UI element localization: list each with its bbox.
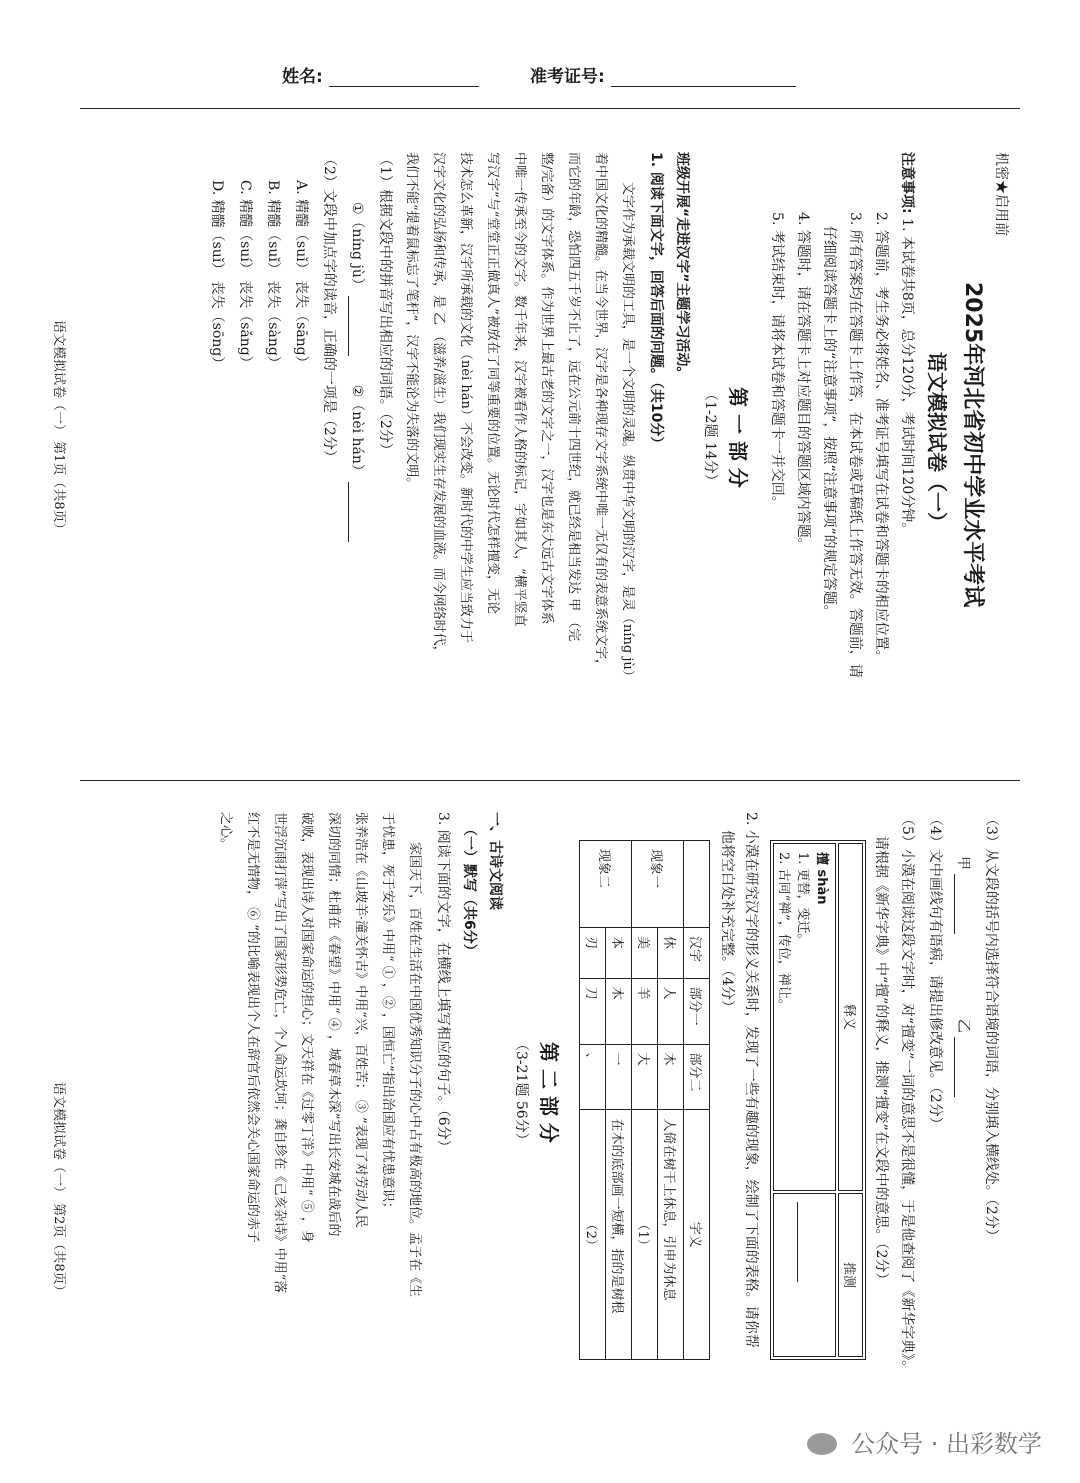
section-1a: （一）默写（共6分）: [461, 822, 477, 958]
name-blank[interactable]: [329, 66, 479, 87]
cell-r4-c4[interactable]: （2）: [580, 1110, 606, 1360]
th-part1: 部分一: [684, 978, 710, 1044]
question-1-1: （1）根据文段中的拼音写出相应的词语。（2分）: [377, 152, 393, 457]
question-1-3: （3）从文段的括号内选择符合语境的词语，分别填入横线处。（2分）: [983, 812, 999, 1243]
q3-line-3: 张养浩在《山坡羊·潼关怀古》中用“兴，百姓苦； ③ ”表现了对劳动人民: [353, 812, 368, 1228]
th-meaning: 字义: [684, 1110, 710, 1360]
note-2: 2. 答题前，考生务必将姓名、准考证号填写在试卷和答题卡的相应位置。: [873, 212, 889, 664]
def-word: 擅 shàn: [814, 852, 829, 905]
exam-subtitle: 语文模拟试卷（一）: [925, 352, 949, 532]
secret-mark: 机密★启用前: [993, 152, 1009, 236]
cell-r1-c3: 木: [658, 1044, 684, 1110]
q3-line-2: 于忧患，死于安乐》中用“ ① ，② ，国恒亡”指出治国应有忧患意识；: [380, 812, 395, 1215]
passage-5: 中唯一传承至今的文字。数千年来，汉字被看作人格的标记，字如其人，“横平竖直: [512, 152, 527, 627]
q3-line-4: 深切的同情；杜甫在《春望》中用“ ④ ，城春草木深”写出长安城在战后的: [326, 812, 341, 1237]
cell-r1-c2: 人: [658, 978, 684, 1044]
cell-r2-c3: 大: [632, 1044, 658, 1110]
option-a[interactable]: A. 精髓（suǐ） 丧失（sāng）: [293, 180, 309, 370]
passage-6: 写汉字”与“堂堂正正做真人”被放在了同等重要的位置。无论时代怎样擅变，无论: [485, 152, 500, 614]
cell-r1-c1: 休: [658, 928, 684, 979]
q1-1-b: ②（nèi hán）: [349, 384, 365, 478]
cell-r2-c1: 美: [632, 928, 658, 979]
question-1: 1. 阅读下面文字，回答后面的问题。（共10分）: [648, 152, 664, 451]
part-2-title: 第 二 部 分: [537, 1042, 561, 1143]
definition-box: [770, 840, 866, 1360]
group-2: 现象二: [580, 841, 632, 928]
part-1-sub: （1-2题 14分）: [702, 387, 718, 488]
section-1: 一、古诗文阅读: [487, 812, 503, 910]
passage-3: 而它的年龄，恐怕四五千岁不止了，远在公元前十四世纪，就已经是相当发达 甲 （完: [566, 152, 581, 642]
question-1-4: （4）文中画线句有语病，请提出修改意见。（2分）: [927, 812, 943, 1131]
note-4: 4. 答题时，请在答题卡上对应题目的答题区域内答题。: [795, 212, 811, 552]
passage-4: 整/完备）的文字体系。作为世界上最古老的文字之一，汉字也是东大远古文字体系: [539, 152, 554, 625]
question-2b: 他将空白处补充完整。（4分）: [719, 830, 735, 1014]
def-item-2: 2. 古同“禅”，传位，禅让。: [776, 852, 791, 1012]
note-5: 5. 考试结束时，请将本试卷和答题卡一并交回。: [769, 212, 785, 510]
exam-id-blank[interactable]: [611, 66, 796, 87]
q3-line-1: 家国天下，百姓在生活在中国优秀知识分子的心中占有极高的地位。孟子在《生: [407, 842, 422, 1298]
page-2-footer: 语文模拟试卷（一） 第2页（共8页）: [51, 1082, 66, 1298]
passage-2: 着中国文化的精髓。在当今世界，汉字是各种现存文字系统中唯一无仅有的表意系统文字，: [593, 152, 608, 673]
def-item-1: 1. 更替，变迁。: [795, 852, 810, 947]
q1-1-b-blank[interactable]: [348, 482, 363, 542]
passage-8: 汉字文化的弘扬和传承，是 乙 （滋养/滋生）我们现实生存发展的血液。而今网络时代，: [431, 152, 446, 659]
part-1-title: 第 一 部 分: [726, 387, 750, 488]
passage-1: 文字作为承载文明的工具，是一个文明的灵魂。纵贯中华文明的汉字，是灵（níng jù）: [620, 182, 635, 683]
cell-r4-c2: 刀: [580, 978, 606, 1044]
question-2: 2. 小漠在研究汉字的形义关系时，发现了一些有趣的现象，绘制了下面的表格。请你帮: [743, 812, 759, 1348]
exam-id-label: 准考证号:: [530, 67, 605, 87]
q1-1-a: ①（níng jù）: [349, 202, 365, 292]
cell-r3-c4: 在木的底部画一短横，指的是树根: [606, 1110, 632, 1360]
cell-r2-c2: 羊: [632, 978, 658, 1044]
notes-label: 注意事项:: [899, 152, 915, 214]
name-field: [282, 62, 479, 94]
cell-r3-c2: 木: [606, 978, 632, 1044]
q1-1-a-blank[interactable]: [348, 296, 363, 356]
watermark-text: 公众号 · 出彩数学: [851, 1430, 1042, 1458]
question-3: 3. 阅读下面的文字，在横线上填写相应的句子。（6分）: [435, 812, 451, 1154]
q1-3-a: 甲: [955, 856, 971, 870]
exam-title: 2025年河北省初中学业水平考试: [960, 282, 985, 608]
passage-9: 我们不能“提着鼠标忘了笔杆”，汉字不能沦为失落的文明。: [404, 152, 419, 491]
cell-r4-c1: 刃: [580, 928, 606, 979]
q3-line-8: 之心。: [218, 812, 233, 852]
intro: 班级开展“走进汉字”主题学习活动。: [674, 152, 690, 381]
q1-3-b: 乙: [955, 1018, 971, 1033]
page-1: [208, 152, 1012, 762]
question-1-5b: 请根据《新华字典》中“擅”的释义，推测“擅变”在文段中的意思。（2分）: [873, 836, 889, 1287]
part-2-sub: （3-21题 56分）: [513, 1037, 529, 1147]
th-part2: 部分二: [684, 1044, 710, 1110]
question-1-2: （2）文段中加点字的读音，正确的一项是（2分）: [321, 152, 337, 464]
passage-7: 技术怎么革新，汉字所承载的文化（nèi hán）不会改变。新时代的中学生应当致力于: [458, 152, 473, 643]
note-3b: 仔细阅读答题卡上的“注意事项”，按照“注意事项”的规定答题。: [821, 226, 837, 619]
wechat-icon: [807, 1433, 837, 1455]
q3-line-6: 世浮沉雨打萍”写出了国家形势危亡，个人命运坎坷；龚自珍在《己亥杂诗》中用“落: [272, 812, 287, 1294]
top-rule: [80, 108, 1020, 109]
q1-3-a-blank[interactable]: [954, 874, 969, 934]
q3-line-5: 破败，表现出诗人对国家命运的担心；文天祥在《过零丁洋》中用“ ⑤ ，身: [299, 812, 314, 1243]
phenomena-table: [579, 840, 710, 1360]
middle-rule: [80, 780, 1020, 781]
note-1: 1. 本试卷共8页，总分120分，考试时间120分钟。: [899, 218, 915, 537]
cell-r2-c4[interactable]: （1）: [632, 1110, 658, 1360]
name-label: 姓名:: [282, 67, 323, 87]
page-2: [218, 812, 1002, 1412]
option-b[interactable]: B. 精髓（suǐ） 丧失（sàng）: [265, 180, 281, 370]
th-char: 汉字: [684, 928, 710, 979]
cell-r1-c4: 人倚在树干上休息，引申为休息: [658, 1110, 684, 1360]
option-d[interactable]: D. 精髓（suǐ） 丧失（sōng）: [209, 180, 225, 371]
def-header-meaning: 释义: [838, 843, 863, 1191]
note-3: 3. 所有答案均在答题卡上作答，在本试卷或草稿纸上作答无效。答题前，请: [847, 212, 863, 678]
option-c[interactable]: C. 精髓（suí） 丧失（sǎng）: [237, 180, 253, 370]
cell-r3-c3: 一: [606, 1044, 632, 1110]
cell-r3-c1: 本: [606, 928, 632, 979]
cell-r4-c3: 、: [580, 1044, 606, 1110]
q1-3-b-blank[interactable]: [954, 1037, 969, 1097]
page-1-footer: 语文模拟试卷（一） 第1页（共8页）: [51, 320, 66, 536]
exam-id-field: [530, 62, 796, 94]
question-1-5: （5）小漠在阅读这段文字时，对“擅变”一词的意思不是很懂，于是他查阅了《新华字典》。: [899, 812, 915, 1375]
def-header-guess: 推测: [838, 1193, 863, 1357]
q3-line-7: 红不是无情物， ⑥ ”的比喻表现出个人在辞官后依然会关心国家命运的赤子: [245, 812, 260, 1243]
watermark: [807, 1424, 1042, 1459]
group-1: 现象一: [632, 841, 684, 928]
def-guess-blank[interactable]: [797, 1202, 812, 1282]
